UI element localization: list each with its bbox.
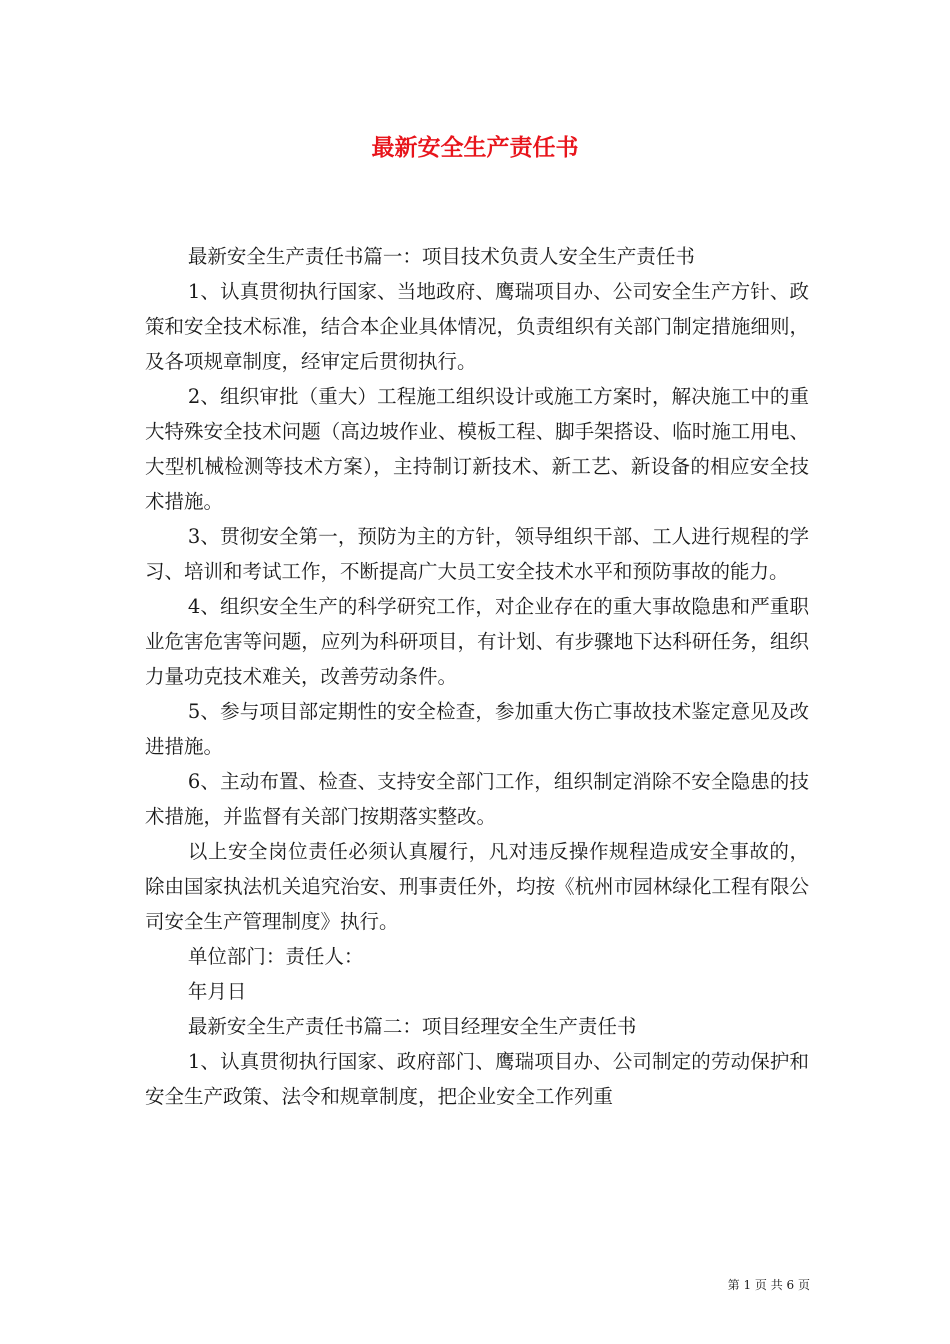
paragraph: 3、贯彻安全第一，预防为主的方针，领导组织干部、工人进行规程的学习、培训和考试工作，不断提高广大员工安全技术水平和预防事故的能力。 (145, 525, 809, 583)
section-heading-part-one: 最新安全生产责任书篇一：项目技术负责人安全生产责任书 (187, 245, 695, 268)
paragraph: 1、认真贯彻执行国家、当地政府、鹰瑞项目办、公司安全生产方针、政策和安全技术标准，结合本企业具体情况，负责组织有关部门制定措施细则，及各项规章制度，经审定后贯彻执行。 (145, 280, 809, 373)
paragraph: 5、参与项目部定期性的安全检查，参加重大伤亡事故技术鉴定意见及改进措施。 (145, 700, 809, 758)
date-line: 年月日 (187, 980, 247, 1003)
paragraph: 4、组织安全生产的科学研究工作，对企业存在的重大事故隐患和严重职业危害危害等问题，应列为科研项目，有计划、有步骤地下达科研任务，组织力量功克技术难关，改善劳动条件。 (145, 595, 809, 688)
paragraph: 2、组织审批（重大）工程施工组织设计或施工方案时，解决施工中的重大特殊安全技术问题（高边坡作业、模板工程、脚手架搭设、临时施工用电、大型机械检测等技术方案），主持制订新技术、新工艺、新设备的相应安全技术措施。 (145, 385, 809, 513)
document-body (145, 239, 809, 1114)
document-title: 最新安全生产责任书 (371, 134, 579, 161)
page-number: 第 1 页 共 6 页 (727, 1278, 810, 1292)
section-heading-part-two: 最新安全生产责任书篇二：项目经理安全生产责任书 (187, 1015, 637, 1038)
paragraph: 以上安全岗位责任必须认真履行，凡对违反操作规程造成安全事故的，除由国家执法机关追究治安、刑事责任外，均按《杭州市园林绿化工程有限公司安全生产管理制度》执行。 (145, 840, 809, 933)
paragraph: 6、主动布置、检查、支持安全部门工作，组织制定消除不安全隐患的技术措施，并监督有关部门按期落实整改。 (145, 770, 809, 828)
paragraph: 1、认真贯彻执行国家、政府部门、鹰瑞项目办、公司制定的劳动保护和安全生产政策、法令和规章制度，把企业安全工作列重 (145, 1050, 809, 1108)
signature-line: 单位部门：责任人： (187, 945, 364, 968)
